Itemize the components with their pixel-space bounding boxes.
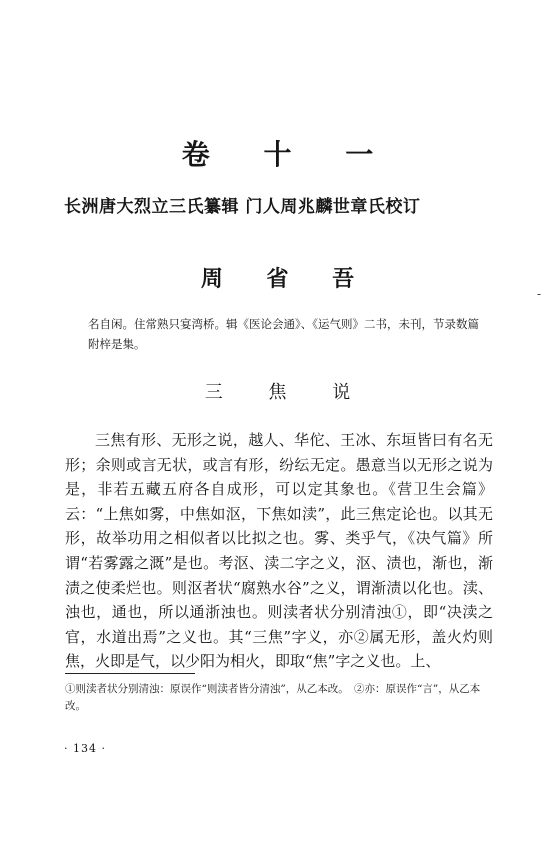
body-paragraph: 三焦有形、无形之说，越人、华佗、王冰、东垣皆曰有名无形；余则或言无状，或言有形，纷纭无定。愚意当以无形之说为是，非若五藏五府各自成形，可以定其象也。《营卫生会篇》云：“上焦如雾，中焦如沤，下焦如渎”，此三焦定论也。以其无形，故举功用之相似者以比拟之也。雾、类乎气，《决气篇》所谓“若雾露之溉”是也。考沤、渎二字之义，沤、渍也，渐也，渐渍之使柔烂也。则沤者状“腐熟水谷”之义，谓渐渍以化也。渎、浊也，通也，所以通浙浊也。则渎者状分别清浊①，即“决渎之官，水道出焉”之义也。其“三焦”字义，亦②属无形，盖火灼则焦，火即是气，以少阳为相火，即取“焦”字之义也。上、 [65, 431, 493, 671]
chapter-title: 卷 十 一 [181, 138, 396, 171]
author-bio: 名自闲。住常熟只宴湾桥。辑《医论会通》、《运气则》二书，未刊，节录数篇附梓是集。 [88, 317, 479, 351]
footnote-divider [65, 673, 195, 674]
footnote: ①则渎者状分别清浊：原误作“则渎者皆分清浊”，从乙本改。 ②亦：原误作“言”，从乙本改。 [65, 683, 481, 712]
section-title: 三 焦 说 [204, 382, 371, 403]
margin-mark: - [537, 287, 542, 301]
body-text [65, 428, 493, 674]
compilers-line: 长洲唐大烈立三氏纂辑 门人周兆麟世章氏校订 [64, 197, 421, 217]
page-number: · 134 · [64, 742, 106, 755]
author-heading: 周 省 吾 [200, 267, 373, 292]
